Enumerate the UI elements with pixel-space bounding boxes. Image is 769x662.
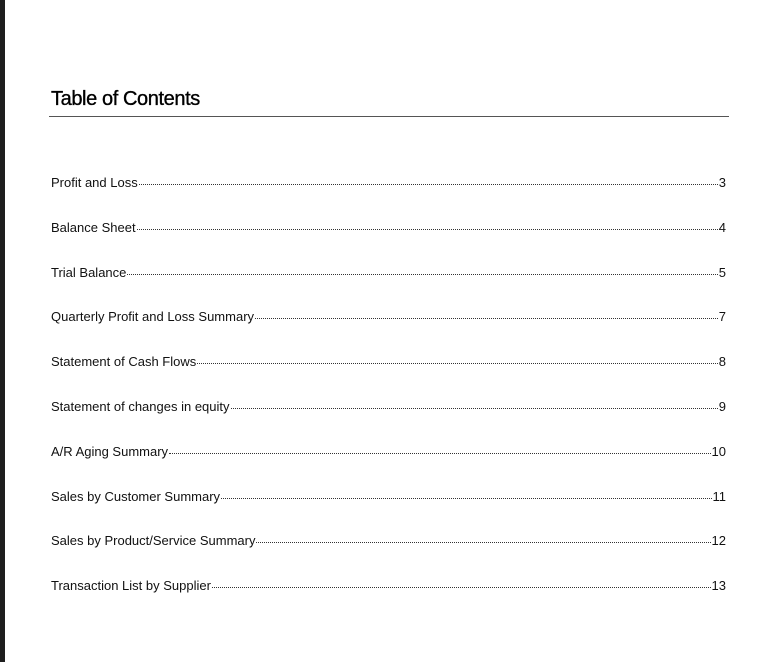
toc-dot-leader xyxy=(127,262,717,275)
toc-entry[interactable] xyxy=(51,577,726,622)
toc-entry[interactable] xyxy=(51,219,726,264)
toc-entry-page: 5 xyxy=(718,264,726,280)
toc-entry-page: 13 xyxy=(711,578,726,594)
toc-entry-page: 9 xyxy=(718,398,726,414)
toc-entry-page: 4 xyxy=(718,219,726,235)
toc-dot-leader xyxy=(197,351,718,364)
toc-dot-leader xyxy=(231,396,718,409)
toc-title: Table of Contents xyxy=(51,88,200,110)
toc-entry-label: Sales by Customer Summary xyxy=(51,488,221,504)
toc-entry-page: 7 xyxy=(718,309,726,325)
toc-entry-label: Statement of Cash Flows xyxy=(51,354,197,370)
toc-entry-page: 11 xyxy=(712,488,726,504)
toc-entry[interactable] xyxy=(51,353,726,398)
toc-entry-label: Transaction List by Supplier xyxy=(51,578,211,594)
toc-dot-leader xyxy=(255,306,718,319)
toc-entry-label: Statement of changes in equity xyxy=(51,398,230,414)
toc-entry-label: Trial Balance xyxy=(51,264,127,280)
toc-entry[interactable] xyxy=(51,532,726,577)
toc-dot-leader xyxy=(212,575,711,588)
document-page xyxy=(5,0,769,662)
toc-entry-label: Sales by Product/Service Summary xyxy=(51,533,256,549)
toc-entry-label: Profit and Loss xyxy=(51,175,138,190)
toc-dot-leader xyxy=(221,486,711,499)
toc-dot-leader xyxy=(139,172,718,185)
toc-entry-page: 3 xyxy=(718,175,726,190)
toc-dot-leader xyxy=(169,441,710,454)
toc-entry-page: 8 xyxy=(718,354,726,370)
toc-entry[interactable] xyxy=(51,308,726,353)
toc-entry[interactable] xyxy=(51,443,726,488)
toc-entry-label: A/R Aging Summary xyxy=(51,443,169,459)
toc-entry[interactable] xyxy=(51,488,726,533)
toc-entry-page: 12 xyxy=(711,533,726,549)
toc-dot-leader xyxy=(137,217,718,230)
toc-entry-label: Balance Sheet xyxy=(51,219,136,235)
toc-entry-page: 10 xyxy=(711,443,726,459)
toc-dot-leader xyxy=(256,530,710,543)
toc-entry[interactable] xyxy=(51,398,726,443)
toc-entry[interactable] xyxy=(51,174,726,219)
title-divider xyxy=(49,116,729,117)
toc-entry-label: Quarterly Profit and Loss Summary xyxy=(51,309,255,325)
toc-entry[interactable] xyxy=(51,264,726,309)
toc-list xyxy=(51,174,726,622)
